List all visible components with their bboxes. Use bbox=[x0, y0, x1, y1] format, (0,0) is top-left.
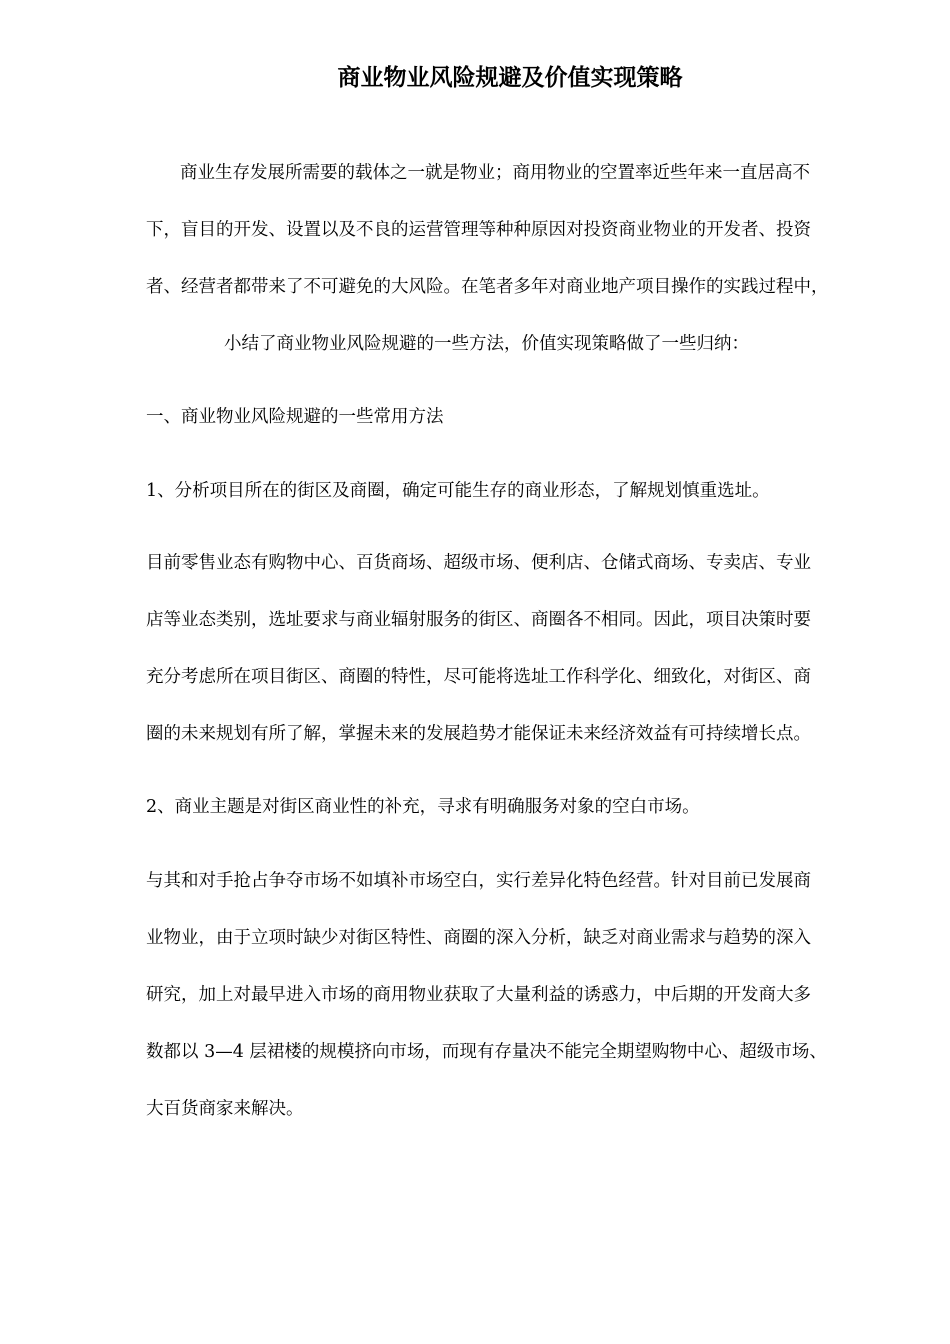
point-1-line-2: 店等业态类别，选址要求与商业辐射服务的街区、商圈各不相同。因此，项目决策时要 bbox=[146, 610, 811, 630]
point-2-heading: 2、商业主题是对街区商业性的补充，寻求有明确服务对象的空白市场。 bbox=[146, 797, 700, 817]
point-2-line-4: 数都以 3—4 层裙楼的规模挤向市场，而现有存量决不能完全期望购物中心、超级市场、 bbox=[146, 1042, 827, 1062]
point-1-line-3: 充分考虑所在项目街区、商圈的特性，尽可能将选址工作科学化、细致化，对街区、商 bbox=[146, 667, 811, 687]
document-title: 商业物业风险规避及价值实现策略 bbox=[337, 64, 683, 91]
point-2-line-2: 业物业，由于立项时缺少对街区特性、商圈的深入分析，缺乏对商业需求与趋势的深入 bbox=[146, 928, 811, 948]
section-heading: 一、商业物业风险规避的一些常用方法 bbox=[146, 407, 444, 427]
intro-line-3: 者、经营者都带来了不可避免的大风险。在笔者多年对商业地产项目操作的实践过程中， bbox=[146, 277, 829, 297]
point-1-line-4: 圈的未来规划有所了解，掌握未来的发展趋势才能保证未来经济效益有可持续增长点。 bbox=[146, 724, 811, 744]
intro-line-1: 商业生存发展所需要的载体之一就是物业；商用物业的空置率近些年来一直居高不 bbox=[180, 163, 810, 183]
intro-line-4: 小结了商业物业风险规避的一些方法，价值实现策略做了一些归纳： bbox=[224, 334, 749, 354]
point-1-line-1: 目前零售业态有购物中心、百货商场、超级市场、便利店、仓储式商场、专卖店、专业 bbox=[146, 553, 811, 573]
point-2-line-3: 研究，加上对最早进入市场的商用物业获取了大量利益的诱惑力，中后期的开发商大多 bbox=[146, 985, 811, 1005]
point-1-heading: 1、分析项目所在的街区及商圈，确定可能生存的商业形态，了解规划慎重选址。 bbox=[146, 481, 770, 501]
point-2-line-5: 大百货商家来解决。 bbox=[146, 1099, 304, 1119]
intro-line-2: 下，盲目的开发、设置以及不良的运营管理等种种原因对投资商业物业的开发者、投资 bbox=[146, 220, 811, 240]
point-2-line-1: 与其和对手抢占争夺市场不如填补市场空白，实行差异化特色经营。针对目前已发展商 bbox=[146, 871, 811, 891]
